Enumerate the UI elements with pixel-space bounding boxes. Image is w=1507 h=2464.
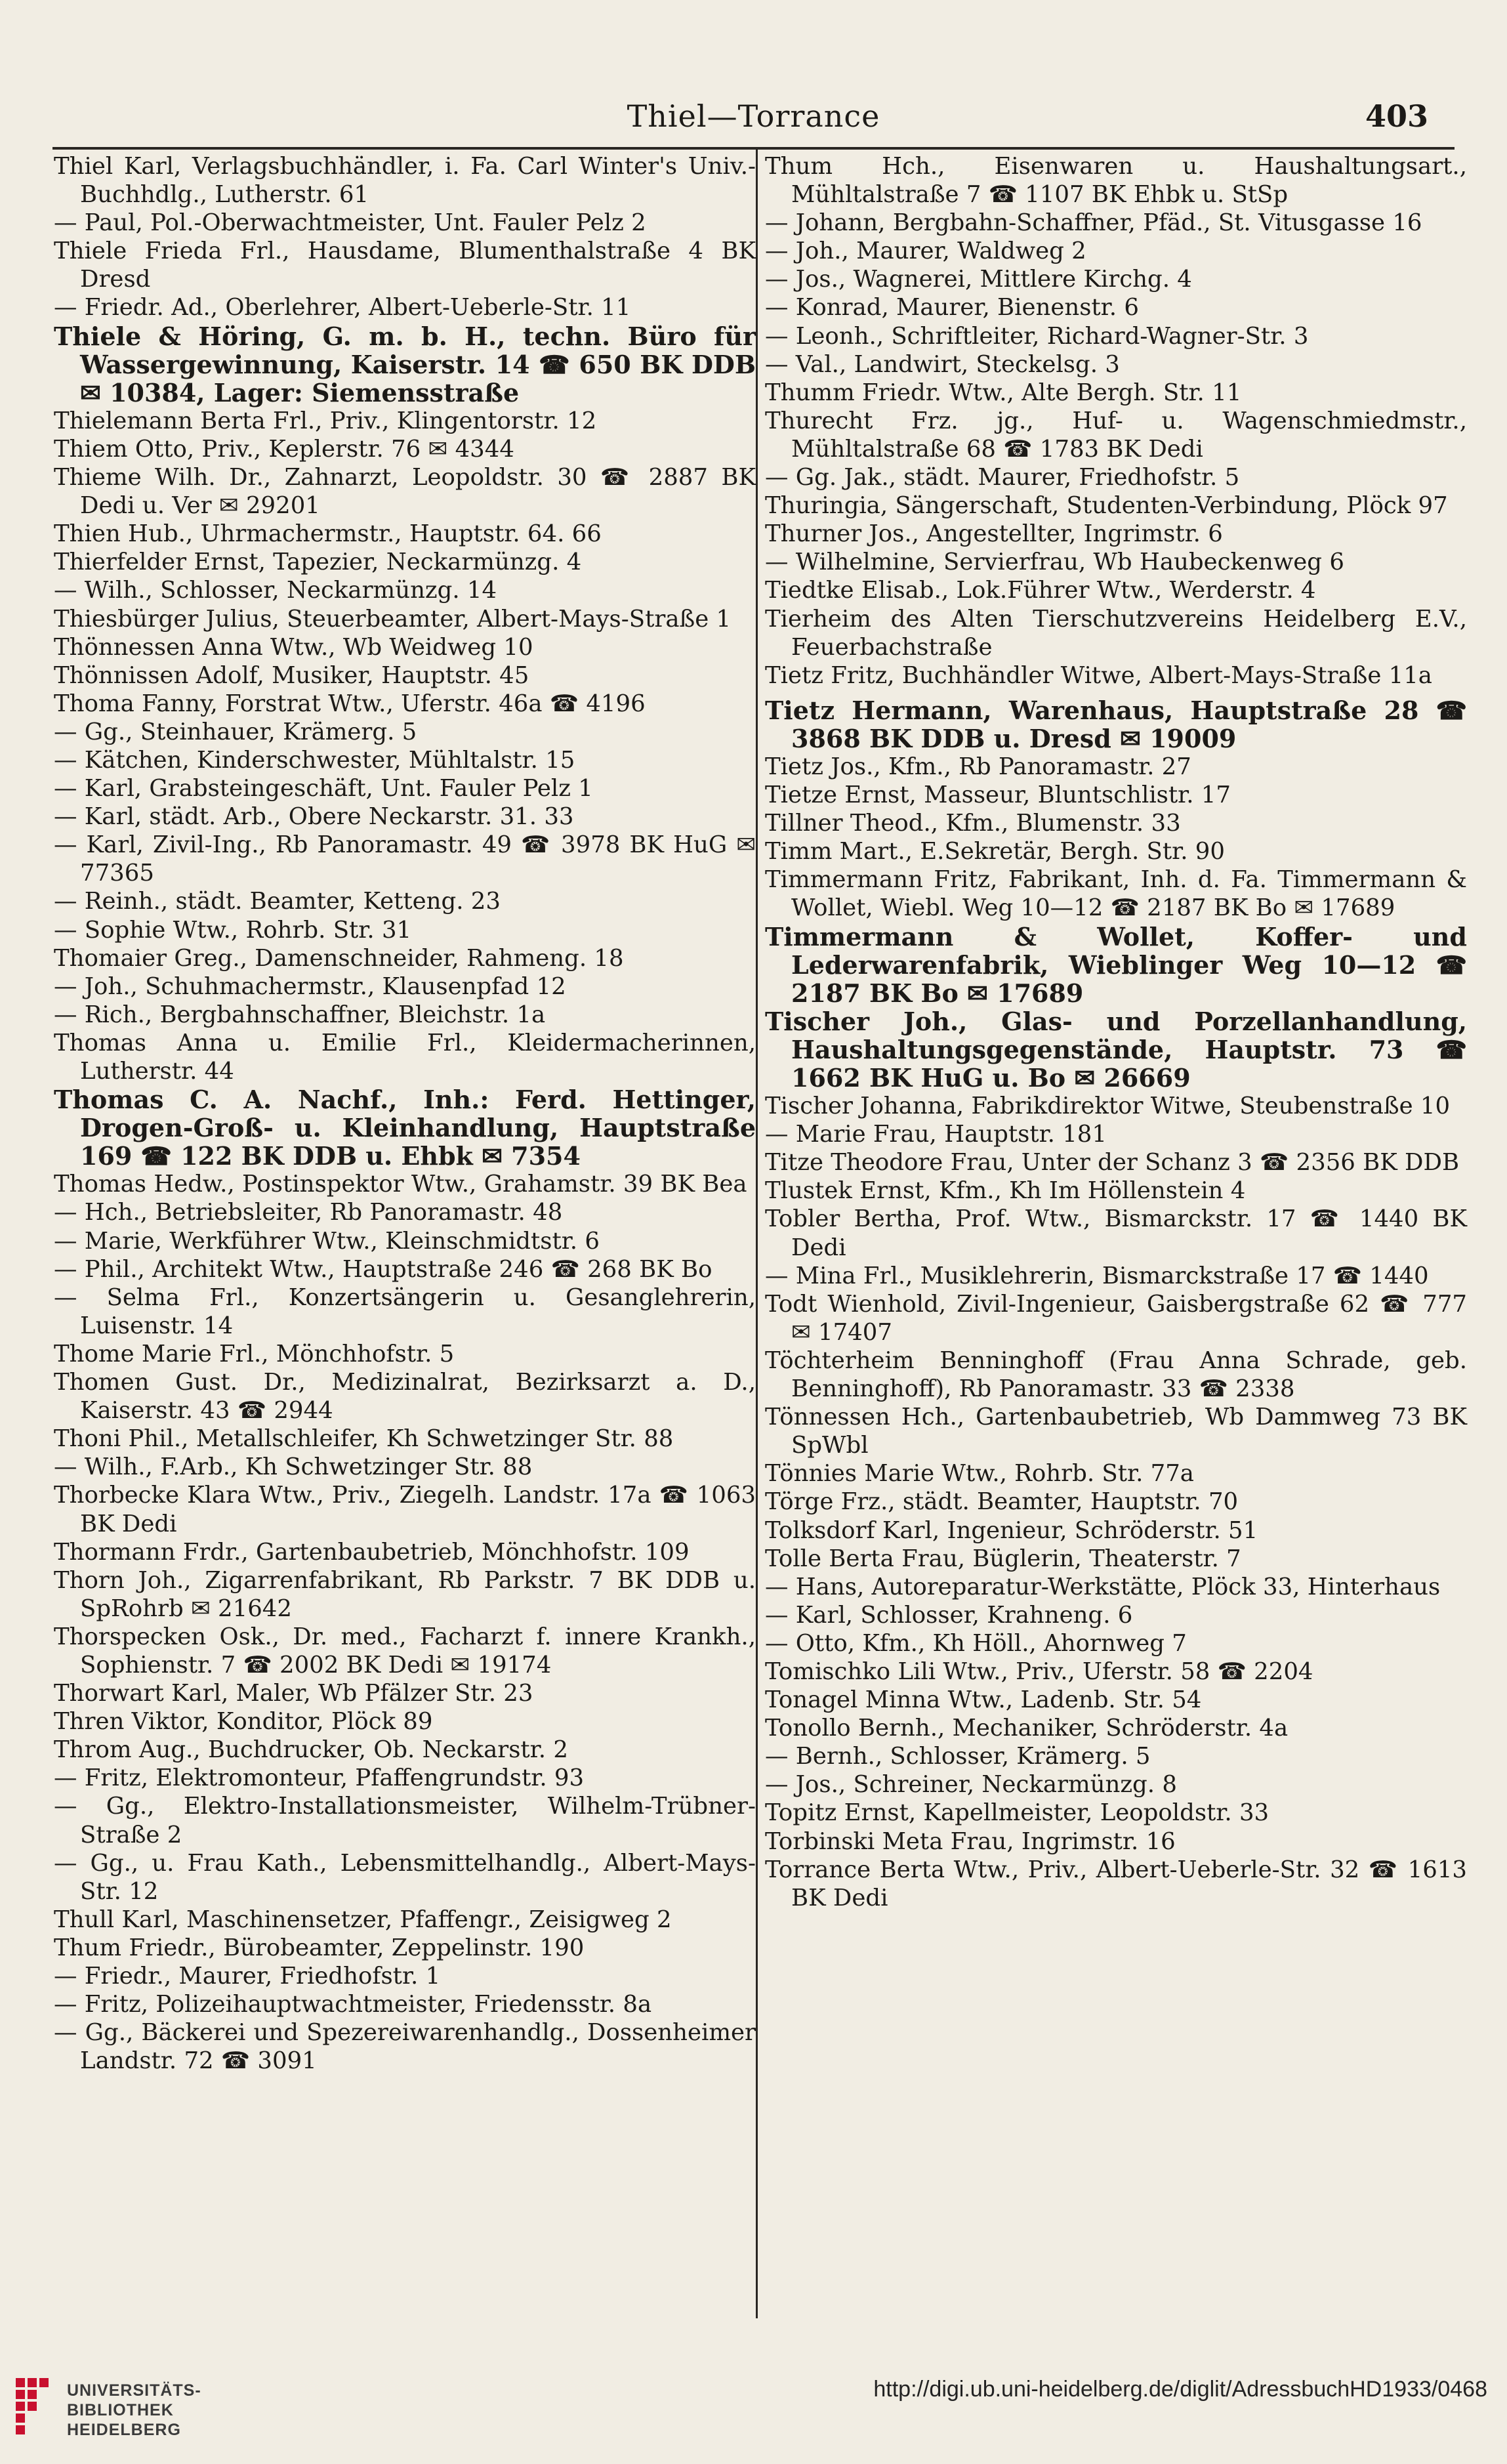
directory-entry: — Wilhelmine, Servierfrau, Wb Haubeckenweg 6 — [765, 549, 1344, 576]
directory-entry: Tolksdorf Karl, Ingenieur, Schröderstr. 51 — [765, 1516, 1258, 1544]
directory-entry: — Hch., Betriebsleiter, Rb Panoramastr. 48 — [54, 1199, 563, 1226]
directory-entry: Thiem Otto, Priv., Keplerstr. 76 ✉ 4344 — [54, 435, 514, 463]
directory-entry: — Gg., Elektro-Installationsmeister, Wilhelm-Trübner-Straße 2 — [54, 1793, 756, 1848]
directory-entry: Tietz Fritz, Buchhändler Witwe, Albert-Mays-Straße 11a — [765, 661, 1432, 689]
directory-entry: Thurner Jos., Angestellter, Ingrimstr. 6 — [765, 520, 1223, 548]
directory-entry: — Friedr., Maurer, Friedhofstr. 1 — [54, 1963, 441, 1990]
directory-entry: Thorbecke Klara Wtw., Priv., Ziegelh. Landstr. 17a ☎ 1063 BK Dedi — [54, 1482, 756, 1537]
logo-line: HEIDELBERG — [67, 2421, 181, 2439]
directory-entry: — Jos., Wagnerei, Mittlere Kirchg. 4 — [765, 266, 1192, 293]
directory-entry: Titze Theodore Frau, Unter der Schanz 3 ☎ 2356 BK DDB — [765, 1149, 1460, 1177]
directory-entry: Tischer Joh., Glas- und Porzellanhandlung, Haushaltungsgegenstände, Hauptstr. 73 ☎ 1662 BK HuG u. Bo ✉ 26669 — [765, 1006, 1467, 1093]
directory-entry: Topitz Ernst, Kapellmeister, Leopoldstr. 33 — [765, 1799, 1270, 1827]
directory-entry: Thoni Phil., Metallschleifer, Kh Schwetzinger Str. 88 — [54, 1425, 674, 1453]
directory-entry: — Mina Frl., Musiklehrerin, Bismarckstraße 17 ☎ 1440 — [765, 1262, 1429, 1289]
directory-entry: Torrance Berta Wtw., Priv., Albert-Ueberle-Str. 32 ☎ 1613 BK Dedi — [765, 1856, 1467, 1911]
directory-entry: — Kätchen, Kinderschwester, Mühltalstr. 15 — [54, 746, 575, 774]
directory-entry: Thum Friedr., Bürobeamter, Zeppelinstr. 190 — [54, 1934, 585, 1961]
directory-entry: Tietz Hermann, Warenhaus, Hauptstraße 28 ☎ 3868 BK DDB u. Dresd ✉ 19009 — [765, 695, 1467, 753]
directory-entry: Thormann Frdr., Gartenbaubetrieb, Mönchhofstr. 109 — [54, 1538, 690, 1566]
directory-entry: Tönnessen Hch., Gartenbaubetrieb, Wb Dammweg 73 BK SpWbl — [765, 1404, 1467, 1459]
directory-entry: Thierfelder Ernst, Tapezier, Neckarmünzg. 4 — [54, 549, 582, 576]
directory-entry: — Gg., Steinhauer, Krämerg. 5 — [54, 718, 417, 745]
library-logo-text — [67, 2381, 201, 2440]
directory-entry: Tonagel Minna Wtw., Ladenb. Str. 54 — [765, 1686, 1202, 1714]
directory-entry: Tomischko Lili Wtw., Priv., Uferstr. 58 ☎ 2204 — [765, 1658, 1313, 1685]
directory-entry: Thum Hch., Eisenwaren u. Haushaltungsart., Mühltalstraße 7 ☎ 1107 BK Ehbk u. StSp — [765, 153, 1467, 209]
directory-entry: — Konrad, Maurer, Bienenstr. 6 — [765, 294, 1139, 322]
directory-entry: — Marie, Werkführer Wtw., Kleinschmidtstr. 6 — [54, 1227, 600, 1255]
directory-entry: Thomaier Greg., Damenschneider, Rahmeng. 18 — [54, 944, 624, 972]
directory-entry: Tobler Bertha, Prof. Wtw., Bismarckstr. 17 ☎ 1440 BK Dedi — [765, 1205, 1467, 1261]
directory-entry: Timmermann & Wollet, Koffer- und Lederwarenfabrik, Wieblinger Weg 10—12 ☎ 2187 BK Bo ✉ 17689 — [765, 921, 1467, 1008]
directory-entry: — Jos., Schreiner, Neckarmünzg. 8 — [765, 1771, 1177, 1799]
directory-entry: Thieme Wilh. Dr., Zahnarzt, Leopoldstr. 30 ☎ 2887 BK Dedi u. Ver ✉ 29201 — [54, 464, 756, 520]
directory-entry: — Val., Landwirt, Steckelsg. 3 — [765, 350, 1120, 378]
directory-entry: Thiel Karl, Verlagsbuchhändler, i. Fa. Carl Winter's Univ.-Buchhdlg., Lutherstr. 61 — [54, 153, 756, 209]
directory-entry: — Johann, Bergbahn-Schaffner, Pfäd., St. Vitusgasse 16 — [765, 209, 1422, 237]
right-column — [765, 152, 1467, 1912]
logo-line: UNIVERSITÄTS- — [67, 2381, 201, 2400]
directory-entry: Todt Wienhold, Zivil-Ingenieur, Gaisbergstraße 62 ☎ 777 ✉ 17407 — [765, 1290, 1467, 1346]
logo-line: BIBLIOTHEK — [67, 2401, 174, 2419]
directory-entry: — Otto, Kfm., Kh Höll., Ahornweg 7 — [765, 1629, 1187, 1657]
directory-entry: — Hans, Autoreparatur-Werkstätte, Plöck 33, Hinterhaus — [765, 1573, 1441, 1600]
directory-entry: — Rich., Bergbahnschaffner, Bleichstr. 1a — [54, 1001, 546, 1028]
directory-entry: Tierheim des Alten Tierschutzvereins Heidelberg E.V., Feuerbachstraße — [765, 605, 1467, 661]
directory-entry: — Marie Frau, Hauptstr. 181 — [765, 1121, 1107, 1148]
directory-entry: Tönnies Marie Wtw., Rohrb. Str. 77a — [765, 1460, 1194, 1488]
directory-entry: — Reinh., städt. Beamter, Ketteng. 23 — [54, 888, 501, 915]
directory-entry: Thorn Joh., Zigarrenfabrikant, Rb Parkstr. 7 BK DDB u. SpRohrb ✉ 21642 — [54, 1566, 756, 1622]
directory-entry: Thuringia, Sängerschaft, Studenten-Verbindung, Plöck 97 — [765, 492, 1448, 520]
directory-entry: — Gg., u. Frau Kath., Lebensmittelhandlg., Albert-Mays-Str. 12 — [54, 1849, 756, 1905]
directory-entry: Törge Frz., städt. Beamter, Hauptstr. 70 — [765, 1488, 1239, 1516]
directory-entry: — Karl, städt. Arb., Obere Neckarstr. 31. 33 — [54, 803, 574, 831]
directory-entry: — Gg., Bäckerei und Spezereiwarenhandlg., Dossenheimer Landstr. 72 ☎ 3091 — [54, 2019, 756, 2075]
column-divider — [756, 150, 758, 2318]
directory-entry: Thorwart Karl, Maler, Wb Pfälzer Str. 23 — [54, 1680, 533, 1707]
library-logo-icon — [13, 2375, 59, 2441]
directory-entry: — Friedr. Ad., Oberlehrer, Albert-Ueberle-Str. 11 — [54, 294, 631, 322]
directory-entry: Throm Aug., Buchdrucker, Ob. Neckarstr. 2 — [54, 1736, 568, 1764]
directory-entry: Tietz Jos., Kfm., Rb Panoramastr. 27 — [765, 753, 1191, 780]
directory-entry: — Bernh., Schlosser, Krämerg. 5 — [765, 1743, 1151, 1770]
library-logo[interactable] — [13, 2375, 210, 2448]
directory-entry: — Joh., Maurer, Waldweg 2 — [765, 238, 1086, 265]
directory-entry: — Karl, Zivil-Ing., Rb Panoramastr. 49 ☎ 3978 BK HuG ✉ 77365 — [54, 831, 756, 887]
directory-entry: Thönnessen Anna Wtw., Wb Weidweg 10 — [54, 633, 533, 661]
directory-entry: — Paul, Pol.-Oberwachtmeister, Unt. Fauler Pelz 2 — [54, 209, 646, 237]
page-header — [52, 98, 1455, 138]
directory-entry: — Fritz, Elektromonteur, Pfaffengrundstr. 93 — [54, 1764, 585, 1792]
directory-entry: Thomas Anna u. Emilie Frl., Kleidermacherinnen, Lutherstr. 44 — [54, 1029, 756, 1085]
directory-entry: — Wilh., F.Arb., Kh Schwetzinger Str. 88 — [54, 1453, 533, 1481]
directory-entry: Thoma Fanny, Forstrat Wtw., Uferstr. 46a ☎ 4196 — [54, 690, 646, 717]
directory-entry: Tlustek Ernst, Kfm., Kh Im Höllenstein 4 — [765, 1177, 1246, 1205]
directory-entry: Tolle Berta Frau, Büglerin, Theaterstr. 7 — [765, 1545, 1241, 1572]
directory-entry: Thome Marie Frl., Mönchhofstr. 5 — [54, 1340, 455, 1368]
directory-entry: Töchterheim Benninghoff (Frau Anna Schrade, geb. Benninghoff), Rb Panoramastr. 33 ☎ 2338 — [765, 1347, 1467, 1403]
directory-entry: Torbinski Meta Frau, Ingrimstr. 16 — [765, 1827, 1176, 1855]
directory-entry: Thurecht Frz. jg., Huf- u. Wagenschmiedmstr., Mühltalstraße 68 ☎ 1783 BK Dedi — [765, 407, 1467, 463]
directory-entry: — Selma Frl., Konzertsängerin u. Gesanglehrerin, Luisenstr. 14 — [54, 1284, 756, 1339]
directory-entry: Thomas Hedw., Postinspektor Wtw., Grahamstr. 39 BK Bea — [54, 1171, 747, 1198]
directory-entry: Thumm Friedr. Wtw., Alte Bergh. Str. 11 — [765, 379, 1242, 406]
directory-entry: Tietze Ernst, Masseur, Bluntschlistr. 17 — [765, 782, 1231, 809]
directory-entry: — Karl, Schlosser, Krahneng. 6 — [765, 1601, 1133, 1629]
directory-entry: Tiedtke Elisab., Lok.Führer Wtw., Werderstr. 4 — [765, 577, 1316, 604]
source-url-link[interactable]: http://digi.ub.uni-heidelberg.de/diglit/AdressbuchHD1933/0468 — [873, 2377, 1487, 2402]
left-column — [54, 152, 756, 2075]
page-footer — [0, 2336, 1507, 2464]
directory-entry: Tonollo Bernh., Mechaniker, Schröderstr. 4a — [765, 1715, 1289, 1742]
directory-entry: Thiele Frieda Frl., Hausdame, Blumenthalstraße 4 BK Dresd — [54, 238, 756, 293]
directory-entry: — Fritz, Polizeihauptwachtmeister, Friedensstr. 8a — [54, 1991, 652, 2018]
directory-entry: Thomas C. A. Nachf., Inh.: Ferd. Hettinger, Drogen-Groß- u. Kleinhandlung, Hauptstraße 169 ☎ 122 BK DDB u. Ehbk ✉ 7354 — [54, 1085, 756, 1171]
directory-entry: Thiesbürger Julius, Steuerbeamter, Albert-Mays-Straße 1 — [54, 605, 732, 633]
directory-entry: — Phil., Architekt Wtw., Hauptstraße 246 ☎ 268 BK Bo — [54, 1255, 712, 1283]
directory-entry: — Gg. Jak., städt. Maurer, Friedhofstr. 5 — [765, 464, 1240, 491]
directory-entry: Thomen Gust. Dr., Medizinalrat, Bezirksarzt a. D., Kaiserstr. 43 ☎ 2944 — [54, 1369, 756, 1425]
header-rule — [52, 147, 1455, 150]
page-number: 403 — [1365, 98, 1428, 134]
directory-entry: Timm Mart., E.Sekretär, Bergh. Str. 90 — [765, 838, 1225, 866]
directory-entry: — Joh., Schuhmachermstr., Klausenpfad 12 — [54, 972, 566, 1000]
directory-entry: Thren Viktor, Konditor, Plöck 89 — [54, 1708, 433, 1736]
directory-entry: — Karl, Grabsteingeschäft, Unt. Fauler Pelz 1 — [54, 775, 593, 803]
directory-entry: Tillner Theod., Kfm., Blumenstr. 33 — [765, 810, 1181, 837]
directory-entry: Thönnissen Adolf, Musiker, Hauptstr. 45 — [54, 661, 529, 689]
running-title: Thiel—Torrance — [627, 98, 880, 134]
directory-entry: Thien Hub., Uhrmachermstr., Hauptstr. 64. 66 — [54, 520, 602, 548]
directory-entry: Tischer Johanna, Fabrikdirektor Witwe, Steubenstraße 10 — [765, 1093, 1451, 1120]
directory-entry: Timmermann Fritz, Fabrikant, Inh. d. Fa. Timmermann & Wollet, Wiebl. Weg 10—12 ☎ 2187 BK Bo ✉ 17689 — [765, 866, 1467, 922]
directory-entry: Thull Karl, Maschinensetzer, Pfaffengr., Zeisigweg 2 — [54, 1906, 672, 1933]
directory-entry: Thorspecken Osk., Dr. med., Facharzt f. innere Krankh., Sophienstr. 7 ☎ 2002 BK Dedi ✉ 19174 — [54, 1623, 756, 1679]
directory-entry: — Leonh., Schriftleiter, Richard-Wagner-Str. 3 — [765, 322, 1309, 350]
directory-entry: — Wilh., Schlosser, Neckarmünzg. 14 — [54, 577, 497, 604]
directory-entry: Thielemann Berta Frl., Priv., Klingentorstr. 12 — [54, 407, 597, 434]
directory-entry: Thiele & Höring, G. m. b. H., techn. Büro für Wassergewinnung, Kaiserstr. 14 ☎ 650 BK DDB ✉ 10384, Lager: Siemensstraße — [54, 321, 756, 407]
directory-entry: — Sophie Wtw., Rohrb. Str. 31 — [54, 916, 412, 944]
